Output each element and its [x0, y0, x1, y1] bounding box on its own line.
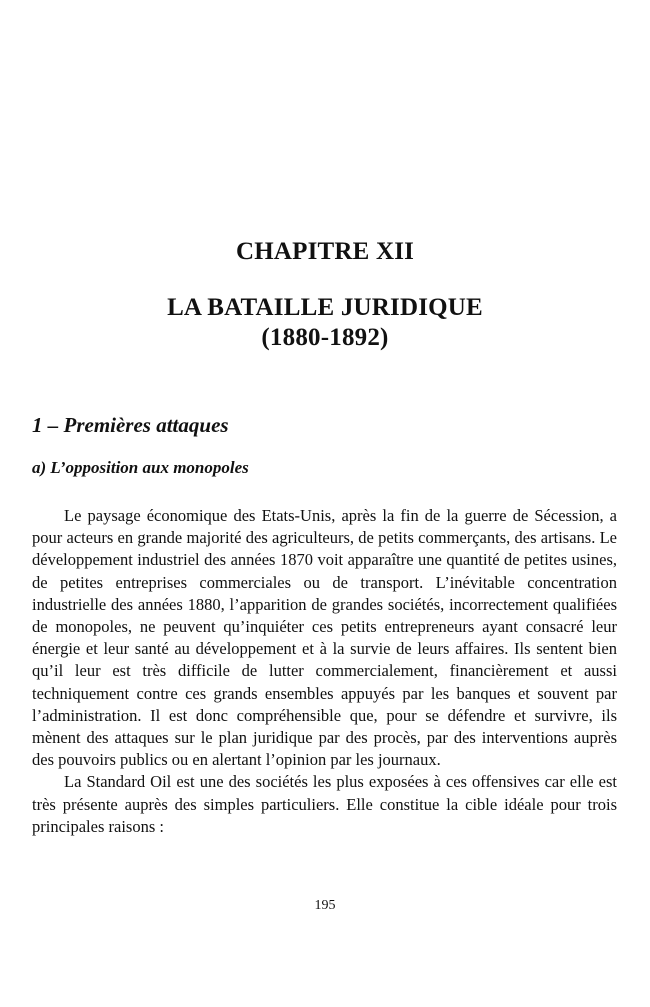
paragraph: La Standard Oil est une des sociétés les plus exposées à ces offensives car elle est très présente auprès des simples particuliers. Elle constitue la cible idéale pour trois principales raisons :: [32, 772, 617, 836]
chapter-title-line-2: (1880-1892): [261, 324, 389, 351]
chapter-title: [0, 293, 650, 353]
page-number: 195: [314, 898, 336, 913]
paragraph: Le paysage économique des Etats-Unis, après la fin de la guerre de Sécession, a pour acteurs en grande majorité des agriculteurs, de petits commerçants, des artisans. Le développement industriel des années 1870 voit apparaître une quantité de petites usines, de petites entreprises commerciales ou de transport. L’inévitable concentration industrielle des années 1880, l’apparition de grandes sociétés, incorrectement qualifiées de monopoles, ne peuvent qu’inquiéter ces petits entrepreneurs ayant consacré leur énergie et leur santé au développement et à la survie de leurs affaires. Ils sentent bien qu’il leur est très difficile de lutter commercialement, financièrement et aussi techniquement contre ces grands ensembles appuyés par les banques et souvent par l’administration. Il est donc compréhensible que, pour se défendre et survivre, ils mènent des attaques sur le plan juridique par des procès, par des interventions auprès des pouvoirs publics ou en alertant l’opinion par les journaux.: [32, 506, 617, 770]
subsection-heading: a) L’opposition aux monopoles: [32, 458, 249, 477]
chapter-label: CHAPITRE XII: [235, 238, 415, 265]
body-text: [32, 505, 617, 838]
section-heading: 1 – Premières attaques: [32, 413, 229, 437]
chapter-title-line-1: LA BATAILLE JURIDIQUE: [167, 294, 483, 321]
